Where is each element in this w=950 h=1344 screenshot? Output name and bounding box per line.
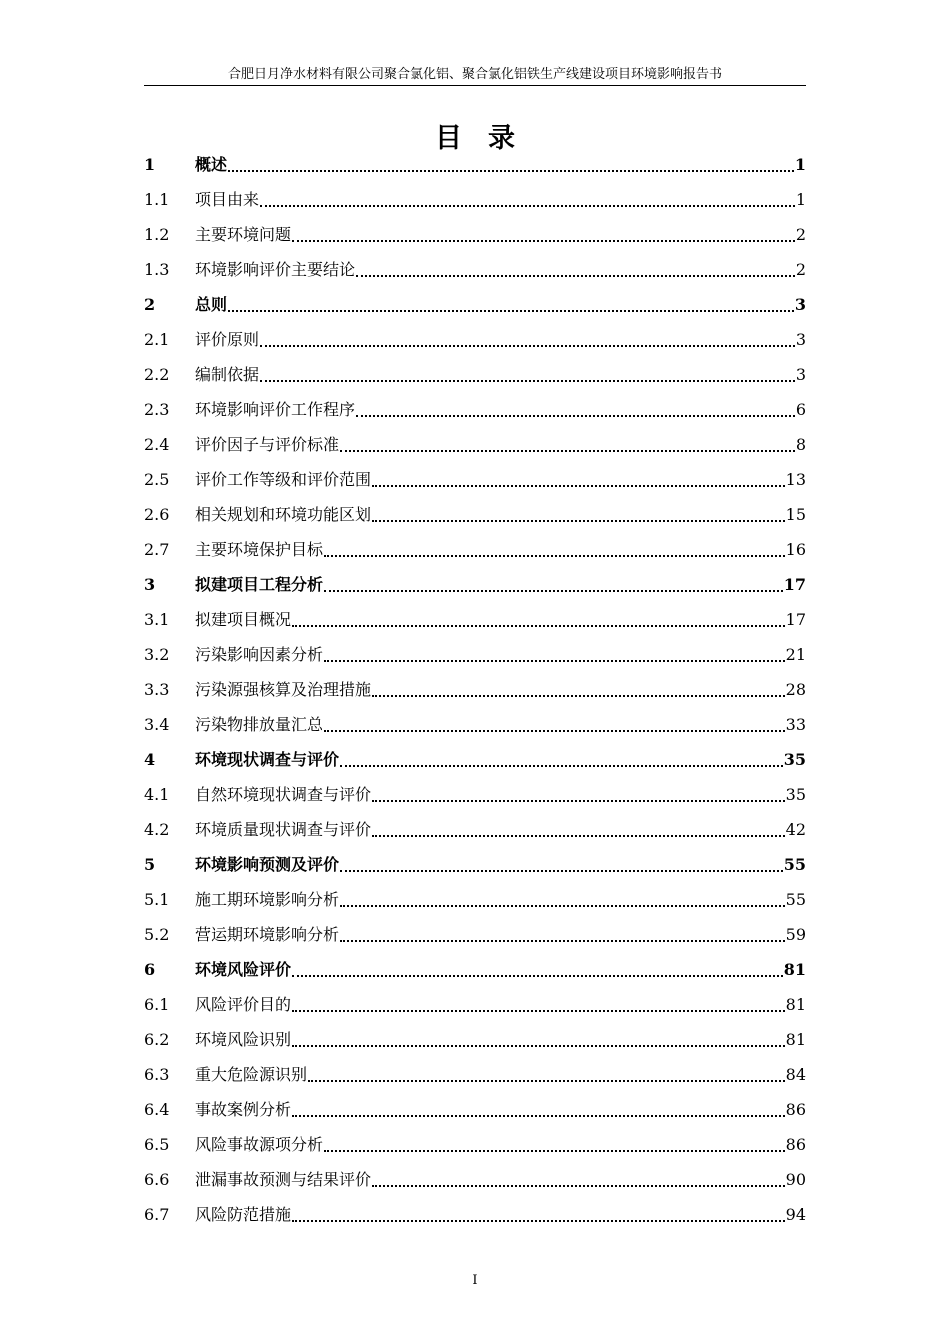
toc-entry-number: 2 [144, 295, 156, 314]
toc-entry-number: 4 [144, 750, 156, 769]
table-of-contents [144, 145, 806, 1230]
toc-entry-number: 1 [144, 155, 156, 174]
toc-entry-number: 6.6 [144, 1170, 170, 1189]
toc-dot-leader [324, 660, 785, 662]
toc-entry-label: 评价因子与评价标准 [195, 435, 340, 454]
toc-section-entry[interactable] [144, 425, 806, 460]
toc-dot-leader [340, 870, 783, 872]
toc-entry-page: 81 [785, 1030, 806, 1049]
toc-entry-number: 6.4 [144, 1100, 170, 1119]
toc-entry-number: 5 [144, 855, 156, 874]
toc-entry-label: 污染源强核算及治理措施 [195, 680, 372, 699]
toc-entry-page: 86 [785, 1135, 806, 1154]
toc-entry-number: 3.4 [144, 715, 170, 734]
toc-entry-page: 3 [795, 365, 806, 384]
toc-entry-page: 55 [785, 890, 806, 909]
toc-entry-page: 33 [785, 715, 806, 734]
toc-section-entry[interactable] [144, 1125, 806, 1160]
toc-entry-number: 1.3 [144, 260, 170, 279]
toc-entry-number: 4.2 [144, 820, 170, 839]
toc-entry-page: 59 [785, 925, 806, 944]
toc-entry-label: 风险防范措施 [195, 1205, 292, 1224]
toc-section-entry[interactable] [144, 670, 806, 705]
toc-dot-leader [356, 275, 795, 277]
toc-entry-page: 55 [783, 855, 806, 874]
toc-dot-leader [372, 1185, 785, 1187]
toc-section-entry[interactable] [144, 1195, 806, 1230]
toc-chapter-entry[interactable] [144, 845, 806, 880]
toc-entry-page: 42 [785, 820, 806, 839]
toc-dot-leader [372, 800, 785, 802]
toc-entry-page: 81 [785, 995, 806, 1014]
toc-section-entry[interactable] [144, 600, 806, 635]
toc-entry-label: 主要环境问题 [195, 225, 292, 244]
toc-entry-number: 3.2 [144, 645, 170, 664]
toc-section-entry[interactable] [144, 495, 806, 530]
toc-entry-page: 17 [783, 575, 806, 594]
toc-section-entry[interactable] [144, 390, 806, 425]
toc-section-entry[interactable] [144, 530, 806, 565]
toc-entry-number: 6.5 [144, 1135, 170, 1154]
toc-entry-page: 17 [785, 610, 806, 629]
toc-dot-leader [324, 590, 783, 592]
toc-entry-page: 13 [785, 470, 806, 489]
toc-entry-page: 16 [785, 540, 806, 559]
toc-entry-number: 2.7 [144, 540, 170, 559]
toc-section-entry[interactable] [144, 355, 806, 390]
toc-entry-page: 86 [785, 1100, 806, 1119]
toc-entry-number: 1.1 [144, 190, 170, 209]
toc-chapter-entry[interactable] [144, 285, 806, 320]
page-title: 目录 [435, 123, 541, 154]
toc-dot-leader [340, 765, 783, 767]
toc-dot-leader [372, 485, 785, 487]
toc-section-entry[interactable] [144, 1160, 806, 1195]
toc-entry-label: 施工期环境影响分析 [195, 890, 340, 909]
toc-dot-leader [324, 730, 785, 732]
toc-entry-number: 2.5 [144, 470, 170, 489]
toc-entry-label: 相关规划和环境功能区划 [195, 505, 372, 524]
toc-section-entry[interactable] [144, 250, 806, 285]
toc-dot-leader [292, 1115, 785, 1117]
toc-dot-leader [372, 520, 785, 522]
toc-entry-page: 2 [795, 260, 806, 279]
toc-dot-leader [356, 415, 795, 417]
toc-dot-leader [308, 1080, 785, 1082]
toc-entry-number: 1.2 [144, 225, 170, 244]
toc-entry-number: 6.1 [144, 995, 170, 1014]
toc-section-entry[interactable] [144, 705, 806, 740]
toc-entry-label: 概述 [195, 155, 228, 174]
toc-dot-leader [228, 170, 794, 172]
toc-chapter-entry[interactable] [144, 145, 806, 180]
toc-entry-page: 15 [785, 505, 806, 524]
toc-entry-label: 环境影响预测及评价 [195, 855, 340, 874]
toc-entry-label: 总则 [195, 295, 228, 314]
toc-entry-page: 3 [794, 295, 806, 314]
toc-entry-label: 编制依据 [195, 365, 260, 384]
toc-entry-number: 4.1 [144, 785, 170, 804]
toc-dot-leader [292, 240, 795, 242]
toc-dot-leader [372, 835, 785, 837]
toc-entry-page: 81 [783, 960, 806, 979]
toc-section-entry[interactable] [144, 985, 806, 1020]
toc-section-entry[interactable] [144, 635, 806, 670]
toc-entry-number: 2.4 [144, 435, 170, 454]
toc-entry-number: 6.3 [144, 1065, 170, 1084]
toc-chapter-entry[interactable] [144, 950, 806, 985]
toc-entry-page: 21 [785, 645, 806, 664]
running-header: 合肥日月净水材料有限公司聚合氯化铝、聚合氯化铝铁生产线建设项目环境影响报告书 [227, 67, 722, 82]
toc-section-entry[interactable] [144, 320, 806, 355]
toc-entry-label: 营运期环境影响分析 [195, 925, 340, 944]
toc-entry-label: 泄漏事故预测与结果评价 [195, 1170, 372, 1189]
toc-dot-leader [260, 205, 795, 207]
toc-entry-label: 环境风险识别 [195, 1030, 292, 1049]
toc-entry-label: 项目由来 [195, 190, 260, 209]
toc-chapter-entry[interactable] [144, 565, 806, 600]
toc-entry-page: 35 [783, 750, 806, 769]
toc-dot-leader [292, 1010, 785, 1012]
toc-entry-label: 拟建项目工程分析 [195, 575, 324, 594]
toc-entry-number: 6 [144, 960, 156, 979]
toc-entry-label: 重大危险源识别 [195, 1065, 308, 1084]
toc-entry-number: 5.2 [144, 925, 170, 944]
toc-section-entry[interactable] [144, 1020, 806, 1055]
toc-entry-label: 污染影响因素分析 [195, 645, 324, 664]
toc-entry-label: 拟建项目概况 [195, 610, 292, 629]
toc-entry-number: 2.2 [144, 365, 170, 384]
toc-entry-page: 1 [795, 190, 806, 209]
toc-dot-leader [260, 345, 795, 347]
toc-section-entry[interactable] [144, 1090, 806, 1125]
toc-entry-number: 3.1 [144, 610, 170, 629]
toc-entry-page: 28 [785, 680, 806, 699]
toc-entry-number: 2.1 [144, 330, 170, 349]
toc-entry-label: 评价工作等级和评价范围 [195, 470, 372, 489]
toc-entry-page: 84 [785, 1065, 806, 1084]
toc-dot-leader [340, 940, 785, 942]
header-rule [144, 85, 806, 86]
toc-entry-label: 环境影响评价主要结论 [195, 260, 356, 279]
toc-entry-label: 风险事故源项分析 [195, 1135, 324, 1154]
toc-dot-leader [340, 905, 785, 907]
toc-dot-leader [292, 1220, 785, 1222]
toc-section-entry[interactable] [144, 1055, 806, 1090]
toc-section-entry[interactable] [144, 180, 806, 215]
toc-entry-label: 环境质量现状调查与评价 [195, 820, 372, 839]
toc-entry-page: 6 [795, 400, 806, 419]
toc-entry-number: 6.7 [144, 1205, 170, 1224]
toc-entry-label: 风险评价目的 [195, 995, 292, 1014]
toc-dot-leader [260, 380, 795, 382]
toc-section-entry[interactable] [144, 810, 806, 845]
toc-dot-leader [292, 1045, 785, 1047]
toc-section-entry[interactable] [144, 215, 806, 250]
toc-dot-leader [228, 310, 794, 312]
toc-entry-label: 环境现状调查与评价 [195, 750, 340, 769]
toc-entry-label: 评价原则 [195, 330, 260, 349]
toc-entry-page: 90 [785, 1170, 806, 1189]
toc-chapter-entry[interactable] [144, 740, 806, 775]
toc-entry-label: 环境影响评价工作程序 [195, 400, 356, 419]
toc-entry-page: 2 [795, 225, 806, 244]
toc-dot-leader [292, 975, 783, 977]
toc-section-entry[interactable] [144, 915, 806, 950]
toc-entry-page: 8 [795, 435, 806, 454]
toc-entry-label: 污染物排放量汇总 [195, 715, 324, 734]
toc-entry-label: 事故案例分析 [195, 1100, 292, 1119]
page-number: I [472, 1273, 478, 1288]
toc-entry-number: 3.3 [144, 680, 170, 699]
toc-dot-leader [340, 450, 795, 452]
toc-entry-page: 3 [795, 330, 806, 349]
toc-dot-leader [292, 625, 785, 627]
toc-dot-leader [324, 1150, 785, 1152]
toc-entry-page: 35 [785, 785, 806, 804]
toc-entry-number: 5.1 [144, 890, 170, 909]
toc-entry-label: 自然环境现状调查与评价 [195, 785, 372, 804]
toc-entry-label: 主要环境保护目标 [195, 540, 324, 559]
toc-entry-number: 3 [144, 575, 156, 594]
toc-entry-label: 环境风险评价 [195, 960, 292, 979]
toc-section-entry[interactable] [144, 775, 806, 810]
toc-dot-leader [372, 695, 785, 697]
toc-section-entry[interactable] [144, 880, 806, 915]
toc-entry-number: 6.2 [144, 1030, 170, 1049]
toc-section-entry[interactable] [144, 460, 806, 495]
toc-entry-page: 1 [794, 155, 806, 174]
toc-entry-number: 2.6 [144, 505, 170, 524]
toc-dot-leader [324, 555, 785, 557]
toc-entry-number: 2.3 [144, 400, 170, 419]
toc-entry-page: 94 [785, 1205, 806, 1224]
